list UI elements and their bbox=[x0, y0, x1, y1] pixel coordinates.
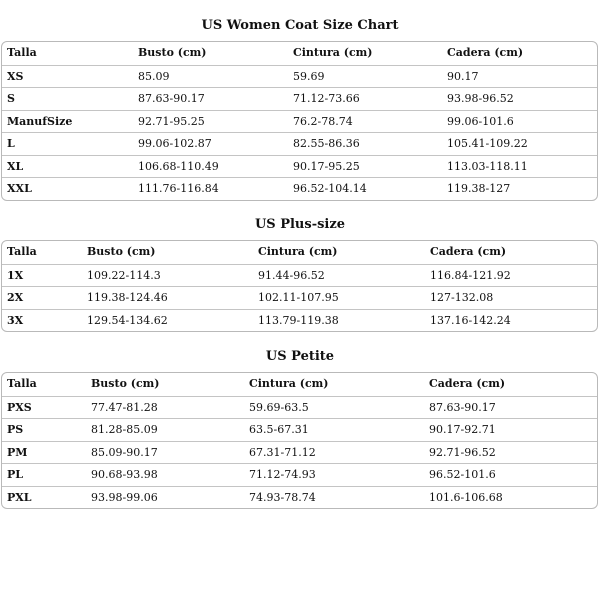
table-row bbox=[2, 463, 597, 486]
header-cadera: Cadera (cm) bbox=[429, 377, 506, 390]
cadera-value: 137.16-142.24 bbox=[430, 313, 511, 327]
busto-value: 93.98-99.06 bbox=[91, 490, 158, 504]
size-label: XS bbox=[7, 69, 24, 83]
size-label: PL bbox=[7, 468, 24, 481]
header-talla: Talla bbox=[7, 245, 37, 258]
size-label: 3X bbox=[7, 313, 24, 327]
busto-value: 111.76-116.84 bbox=[138, 182, 219, 195]
table-row bbox=[2, 132, 597, 155]
size-label: 2X bbox=[7, 291, 24, 304]
busto-value: 92.71-95.25 bbox=[138, 114, 205, 128]
size-label: XXL bbox=[7, 182, 32, 195]
table-row bbox=[2, 486, 597, 509]
header-cadera: Cadera (cm) bbox=[430, 245, 507, 258]
cadera-value: 113.03-118.11 bbox=[447, 159, 528, 173]
header-cintura: Cintura (cm) bbox=[249, 377, 329, 390]
header-cintura: Cintura (cm) bbox=[293, 46, 373, 59]
busto-value: 87.63-90.17 bbox=[138, 92, 205, 105]
header-busto: Busto (cm) bbox=[138, 46, 207, 59]
cadera-value: 92.71-96.52 bbox=[429, 445, 496, 459]
cintura-value: 71.12-73.66 bbox=[293, 92, 360, 105]
size-label: L bbox=[7, 137, 15, 150]
table-row bbox=[2, 177, 597, 200]
busto-value: 77.47-81.28 bbox=[91, 400, 158, 414]
busto-value: 99.06-102.87 bbox=[138, 137, 212, 150]
table-header-row bbox=[2, 42, 597, 65]
section-title-petite: US Petite bbox=[265, 349, 335, 364]
busto-value: 109.22-114.3 bbox=[87, 268, 161, 282]
size-label: 1X bbox=[7, 268, 24, 282]
cintura-value: 74.93-78.74 bbox=[249, 490, 316, 504]
table-header-row bbox=[2, 241, 597, 264]
size-table-petite bbox=[1, 372, 598, 509]
busto-value: 129.54-134.62 bbox=[87, 313, 168, 327]
cintura-value: 91.44-96.52 bbox=[258, 268, 325, 282]
size-label: PXS bbox=[7, 400, 32, 414]
cadera-value: 90.17-92.71 bbox=[429, 423, 496, 436]
header-talla: Talla bbox=[7, 46, 37, 59]
size-table-plus-size bbox=[1, 240, 598, 332]
busto-value: 85.09 bbox=[138, 69, 170, 83]
cintura-value: 59.69-63.5 bbox=[249, 400, 309, 414]
cadera-value: 105.41-109.22 bbox=[447, 137, 528, 150]
cintura-value: 67.31-71.12 bbox=[249, 445, 316, 459]
cintura-value: 71.12-74.93 bbox=[249, 468, 316, 481]
cadera-value: 93.98-96.52 bbox=[447, 92, 514, 105]
busto-value: 85.09-90.17 bbox=[91, 445, 158, 459]
cadera-value: 127-132.08 bbox=[430, 291, 494, 304]
header-talla: Talla bbox=[7, 377, 37, 390]
cintura-value: 102.11-107.95 bbox=[258, 291, 339, 304]
cadera-value: 96.52-101.6 bbox=[429, 468, 496, 481]
section-title-women-coat: US Women Coat Size Chart bbox=[201, 18, 399, 33]
table-row bbox=[2, 396, 597, 419]
header-busto: Busto (cm) bbox=[87, 245, 156, 258]
cintura-value: 63.5-67.31 bbox=[249, 423, 309, 436]
section-title-plus-size: US Plus-size bbox=[254, 217, 346, 232]
size-label: PM bbox=[7, 445, 28, 459]
size-label: XL bbox=[7, 159, 24, 173]
cadera-value: 90.17 bbox=[447, 69, 479, 83]
cintura-value: 90.17-95.25 bbox=[293, 159, 360, 173]
cadera-value: 116.84-121.92 bbox=[430, 268, 511, 282]
table-row bbox=[2, 264, 597, 287]
size-label: S bbox=[7, 92, 15, 105]
cadera-value: 119.38-127 bbox=[447, 182, 511, 195]
size-label: PS bbox=[7, 423, 24, 436]
table-row bbox=[2, 65, 597, 88]
busto-value: 106.68-110.49 bbox=[138, 159, 219, 173]
table-row bbox=[2, 87, 597, 110]
cintura-value: 96.52-104.14 bbox=[293, 182, 367, 195]
size-table-women-coat bbox=[1, 41, 598, 201]
busto-value: 81.28-85.09 bbox=[91, 423, 158, 436]
cadera-value: 87.63-90.17 bbox=[429, 400, 496, 414]
table-header-row bbox=[2, 373, 597, 396]
table-row bbox=[2, 155, 597, 178]
cadera-value: 99.06-101.6 bbox=[447, 114, 514, 128]
table-row bbox=[2, 286, 597, 309]
cintura-value: 82.55-86.36 bbox=[293, 137, 360, 150]
cintura-value: 113.79-119.38 bbox=[258, 313, 339, 327]
header-busto: Busto (cm) bbox=[91, 377, 160, 390]
cintura-value: 76.2-78.74 bbox=[293, 114, 353, 128]
size-label: ManufSize bbox=[7, 114, 73, 128]
busto-value: 90.68-93.98 bbox=[91, 468, 158, 481]
table-row bbox=[2, 309, 597, 332]
table-row bbox=[2, 110, 597, 133]
header-cintura: Cintura (cm) bbox=[258, 245, 338, 258]
size-label: PXL bbox=[7, 490, 32, 504]
header-cadera: Cadera (cm) bbox=[447, 46, 524, 59]
cadera-value: 101.6-106.68 bbox=[429, 490, 503, 504]
busto-value: 119.38-124.46 bbox=[87, 291, 168, 304]
table-row bbox=[2, 441, 597, 464]
table-row bbox=[2, 418, 597, 441]
cintura-value: 59.69 bbox=[293, 69, 325, 83]
